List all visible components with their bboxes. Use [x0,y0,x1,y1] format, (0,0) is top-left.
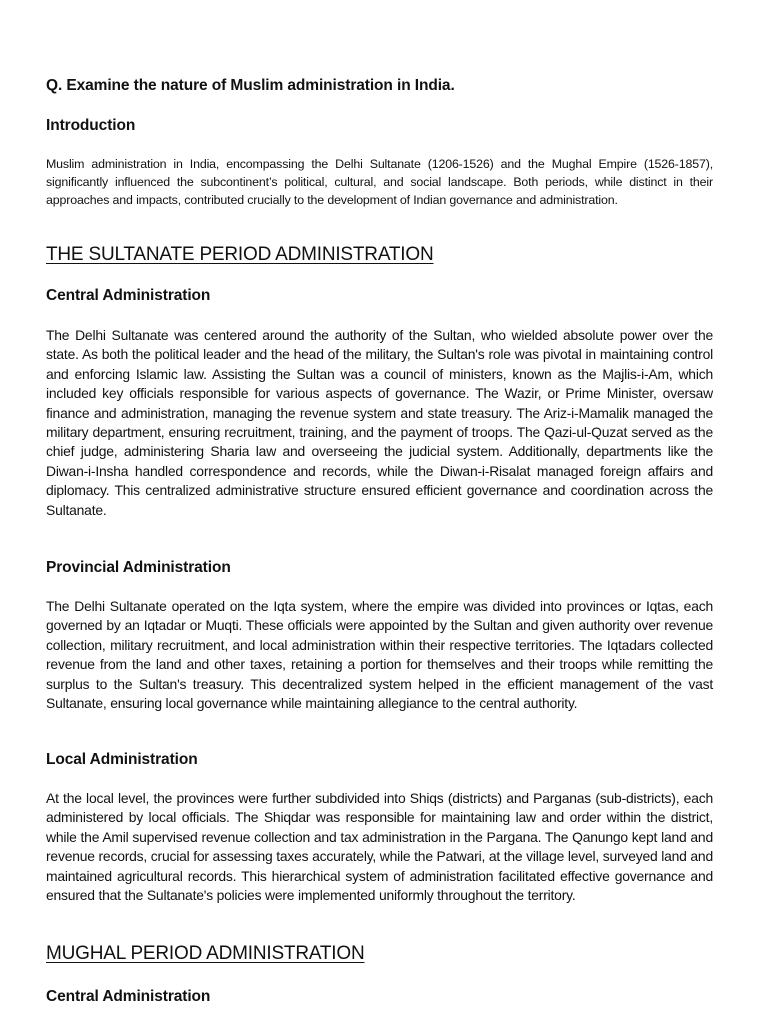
introduction-paragraph: Muslim administration in India, encompassing the Delhi Sultanate (1206-1526) and the Mughal Empire (1526-1857), significantly influenced the subcontinent’s political, cultural, and social landscape. Both periods, while distinct in their approaches and impacts, contributed crucially to the development of Indian governance and administration. [46,157,713,207]
sultanate-provincial-paragraph: The Delhi Sultanate operated on the Iqta system, where the empire was divided into provinces or Iqtas, each governed by an Iqtadar or Muqti. These officials were appointed by the Sultan and given authority over revenue collection, military recruitment, and local administration within their respective territories. The Iqtadars collected revenue from the land and other taxes, retaining a portion for themselves and their troops while remitting the surplus to the Sultan's treasury. This decentralized system helped in the efficient management of the vast Sultanate, ensuring local governance while maintaining allegiance to the central authority. [46,598,713,712]
sultanate-section-heading: THE SULTANATE PERIOD ADMINISTRATION [46,244,434,265]
mughal-section-heading: MUGHAL PERIOD ADMINISTRATION [46,943,365,964]
sultanate-provincial-heading: Provincial Administration [46,559,231,576]
mughal-central-heading: Central Administration [46,988,211,1005]
sultanate-local-heading: Local Administration [46,751,198,768]
question-title: Q. Examine the nature of Muslim administration in India. [46,77,455,94]
sultanate-central-paragraph: The Delhi Sultanate was centered around the authority of the Sultan, who wielded absolute power over the state. As both the political leader and the head of the military, the Sultan's role was pivotal in maintaining control and enforcing Islamic law. Assisting the Sultan was a council of ministers, known as the Majlis-i-Am, which included key officials responsible for various aspects of governance. The Wazir, or Prime Minister, oversaw finance and administration, managing the revenue system and state treasury. The Ariz-i-Mamalik managed the military department, ensuring recruitment, training, and the payment of troops. The Qazi-ul-Quzat served as the chief judge, administering Sharia law and overseeing the judicial system. Additionally, departments like the Diwan-i-Insha handled correspondence and records, while the Diwan-i-Risalat managed foreign affairs and diplomacy. This centralized administrative structure ensured efficient governance and coordination across the Sultanate. [46,327,713,518]
sultanate-central-heading: Central Administration [46,287,211,304]
introduction-heading: Introduction [46,117,136,134]
sultanate-local-paragraph: At the local level, the provinces were further subdivided into Shiqs (districts) and Parganas (sub-districts), each administered by local officials. The Shiqdar was responsible for maintaining law and order within the district, while the Amil supervised revenue collection and tax administration in the Pargana. The Qanungo kept land and revenue records, crucial for assessing taxes accurately, while the Patwari, at the village level, surveyed land and maintained agricultural records. This hierarchical system of administration facilitated effective governance and ensured that the Sultanate's policies were implemented uniformly throughout the territory. [46,790,713,904]
